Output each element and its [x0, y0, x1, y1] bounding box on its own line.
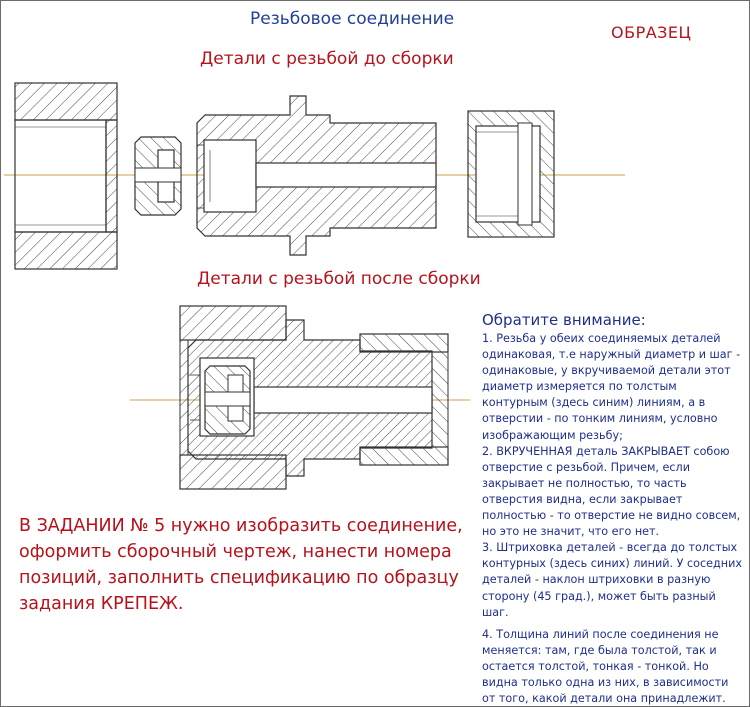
- after-assembly-heading: Детали с резьбой после сборки: [197, 269, 481, 289]
- attention-notes: [482, 310, 744, 707]
- note-item: 4. Толщина линий после соединения не меняется: там, где была толстой, так и остается толстой, тонкая - тонкой. Но видна только одна из них, в зависимости от того, какой детали она принадлежит.: [482, 627, 729, 706]
- note-item: 3. Штриховка деталей - всегда до толстых контурных (здесь синих) линий. У соседних деталей - наклон штриховки в разную сторону (45 град.), может быть разный шаг.: [482, 541, 742, 619]
- drawing-title: Резьбовое соединение: [250, 9, 455, 29]
- note-item: 2. ВКРУЧЕННАЯ деталь ЗАКРЫВАЕТ собою отверстие с резьбой. Причем, если закрывает не полностью, то часть отверстия видна, если закрывает полностью - то отверстие не видно совсем, но это не значит, что его нет.: [482, 444, 741, 539]
- note-item: 1. Резьба у обеих соединяемых деталей одинаковая, т.е наружный диаметр и шаг - одинаковые, у вкручиваемой детали этот диаметр измеряется по толстым контурным (здесь синим) линиям, а в отверстии - по тонким линиям, условно изображающим резьбу;: [482, 332, 741, 442]
- sample-stamp: ОБРАЗЕЦ: [611, 23, 692, 42]
- part-threaded-nut-body: [15, 83, 117, 269]
- before-assembly-heading: Детали с резьбой до сборки: [200, 49, 454, 69]
- notes-heading: Обратите внимание:: [482, 311, 646, 329]
- task-instruction: В ЗАДАНИИ № 5 нужно изобразить соединение, оформить сборочный чертеж, нанести номера позиций, заполнить спецификацию по образцу задания КРЕПЕЖ.: [19, 516, 463, 614]
- part-small-plug: [135, 137, 181, 215]
- part-cap: [468, 111, 554, 237]
- assembly: [180, 306, 448, 489]
- part-fitting: [197, 96, 436, 255]
